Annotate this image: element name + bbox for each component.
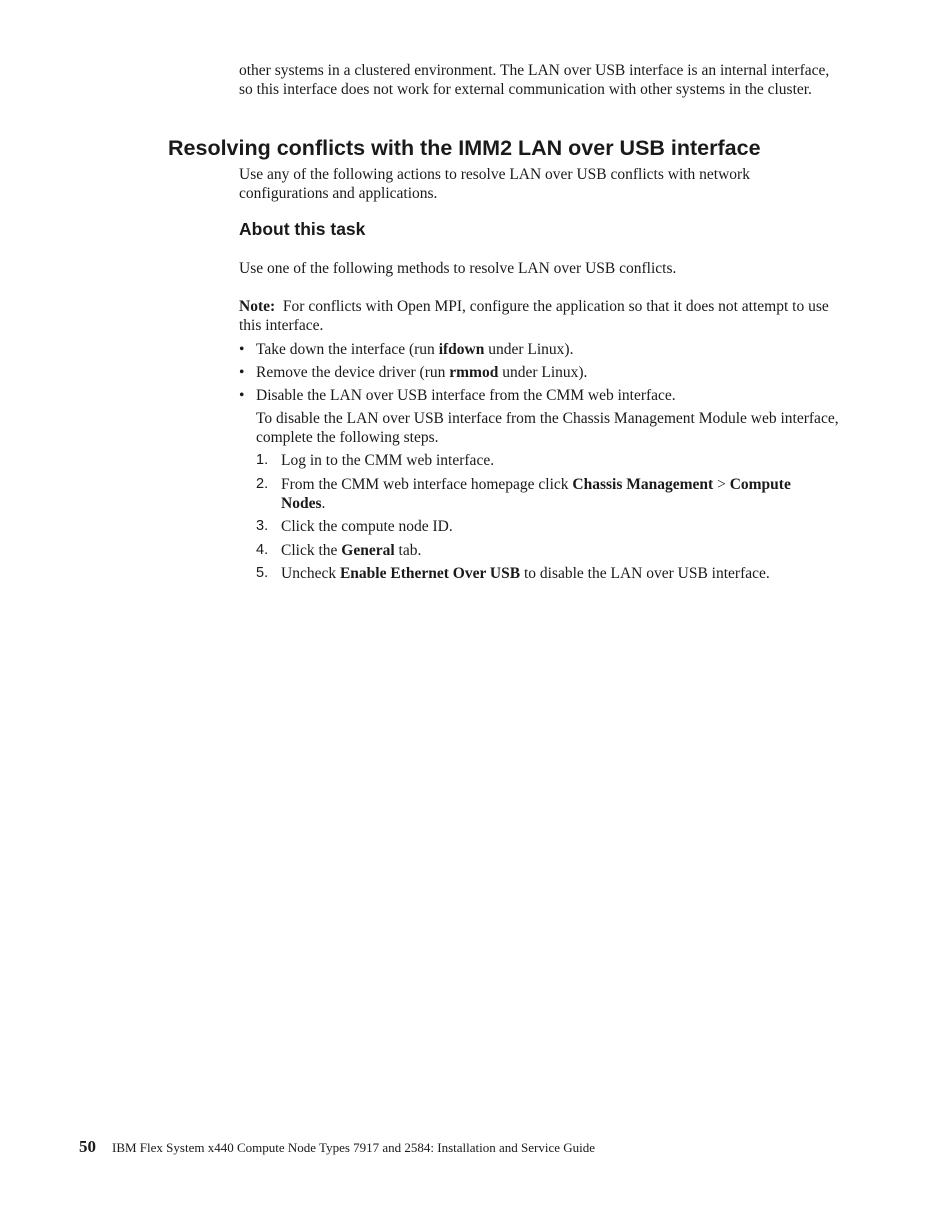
methods-list	[239, 340, 839, 588]
note-text: For conflicts with Open MPI, configure the application so that it does not attempt to use this interface.	[239, 298, 829, 334]
bullet-marker: •	[239, 364, 245, 381]
note-paragraph	[239, 297, 839, 335]
ui-label-general: General	[341, 541, 395, 559]
footer-title: IBM Flex System x440 Compute Node Types 7917 and 2584: Installation and Service Guide	[112, 1140, 596, 1155]
steps-list	[256, 451, 839, 583]
step-number: 3.	[256, 518, 269, 534]
bullet-marker: •	[239, 387, 245, 404]
page-number: 50	[79, 1137, 96, 1156]
section-title: Resolving conflicts with the IMM2 LAN over USB interface	[168, 136, 761, 160]
step-item: 4. Click the General tab.	[256, 541, 422, 559]
ui-label-chassis-management: Chassis Management	[572, 475, 714, 493]
list-item: • Remove the device driver (run rmmod under Linux).	[239, 364, 588, 381]
task-intro-paragraph: Use one of the following methods to resolve LAN over USB conflicts.	[239, 260, 677, 277]
ui-label-enable-ethernet-over-usb: Enable Ethernet Over USB	[339, 565, 521, 582]
command-ifdown: ifdown	[438, 341, 485, 358]
step-number: 1.	[256, 452, 269, 468]
step-item: 2. From the CMM web interface homepage click Chassis Management > Compute Nodes.	[256, 475, 791, 512]
steps-intro-paragraph: To disable the LAN over USB interface from the Chassis Management Module web interface, complete the following steps.	[256, 410, 839, 446]
ui-label-compute-nodes: Compute Nodes	[281, 475, 791, 512]
step-item: 3. Click the compute node ID.	[256, 518, 453, 535]
step-number: 5.	[256, 565, 269, 581]
intro-paragraph: other systems in a clustered environment. The LAN over USB interface is an internal interface, so this interface does not work for external communication with other systems in the cluster.	[239, 62, 830, 98]
task-heading: About this task	[239, 219, 366, 239]
bullet-marker: •	[239, 341, 245, 358]
page-footer	[79, 1137, 595, 1157]
command-rmmod: rmmod	[449, 364, 499, 381]
step-number: 2.	[256, 475, 269, 492]
step-number: 4.	[256, 541, 269, 558]
note-label: Note:	[239, 298, 276, 315]
step-item: 1. Log in to the CMM web interface.	[256, 452, 495, 469]
list-item: • Disable the LAN over USB interface from the CMM web interface. To disable the LAN over USB interface from the Chassis Management Module web interface, complete the following steps. 1. Log in to the CMM web interface. 2. From the CMM web interface homepage click Chassis Management > Compute Nodes. 3. Click the compute node ID. 4. Click the General tab. 5. Uncheck Enable Ethernet Over USB to disable the LAN over USB interface.	[239, 387, 839, 582]
step-item: 5. Uncheck Enable Ethernet Over USB to disable the LAN over USB interface.	[256, 565, 770, 582]
section-lead-paragraph: Use any of the following actions to resolve LAN over USB conflicts with network configurations and applications.	[239, 166, 750, 202]
list-item: • Take down the interface (run ifdown under Linux).	[239, 341, 574, 358]
